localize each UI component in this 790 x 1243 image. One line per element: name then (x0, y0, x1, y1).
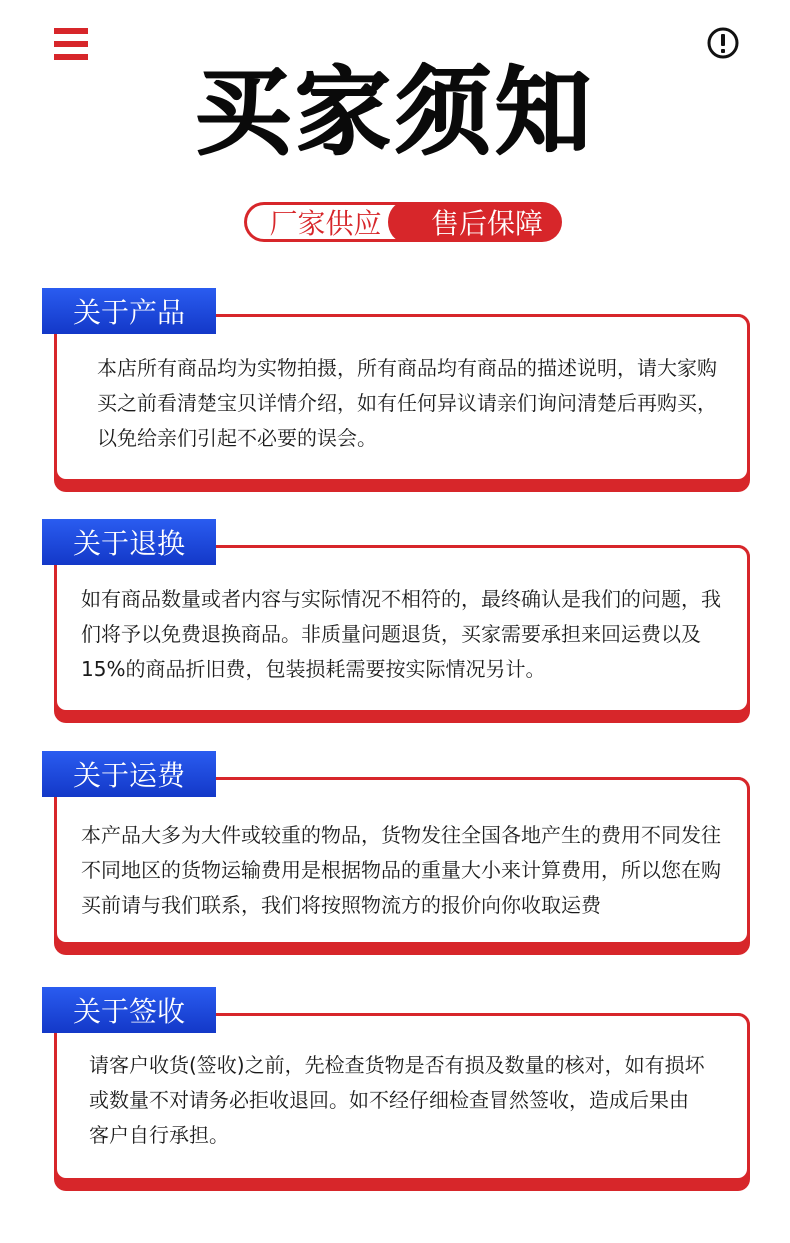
section-heading: 关于产品 (42, 288, 216, 334)
section-heading: 关于运费 (42, 751, 216, 797)
page-title: 买家须知 (195, 56, 595, 168)
banner-left-label: 厂家供应 (244, 202, 404, 242)
banner-right-text: 售后保障 (430, 207, 543, 240)
banner-right-label (404, 202, 562, 242)
section-returns (42, 519, 752, 723)
section-heading: 关于签收 (42, 987, 216, 1033)
section-body: 本店所有商品均为实物拍摄，所有商品均有商品的描述说明，请大家购买之前看清楚宝贝详情介绍，如有任何异议请亲们询问清楚后再购买，以免给亲们引起不必要的误会。 (97, 356, 717, 450)
section-signing (42, 987, 752, 1191)
section-shipping (42, 751, 752, 955)
section-product (42, 288, 752, 492)
section-body: 本产品大多为大件或较重的物品，货物发往全国各地产生的费用不同发往不同地区的货物运输费用是根据物品的重量大小来计算费用，所以您在购买前请与我们联系，我们将按照物流方的报价向你收取运费 (81, 823, 721, 917)
section-heading: 关于退换 (42, 519, 216, 565)
section-body: 请客户收货(签收)之前，先检查货物是否有损及数量的核对，如有损坏或数量不对请务必拒收退回。如不经仔细检查冒然签收，造成后果由客户自行承担。 (89, 1053, 705, 1147)
section-body: 如有商品数量或者内容与实际情况不相符的，最终确认是我们的问题，我们将予以免费退换商品。非质量问题退货，买家需要承担来回运费以及15%的商品折旧费，包装损耗需要按实际情况另计。 (81, 587, 721, 681)
banner-pill (244, 202, 562, 242)
